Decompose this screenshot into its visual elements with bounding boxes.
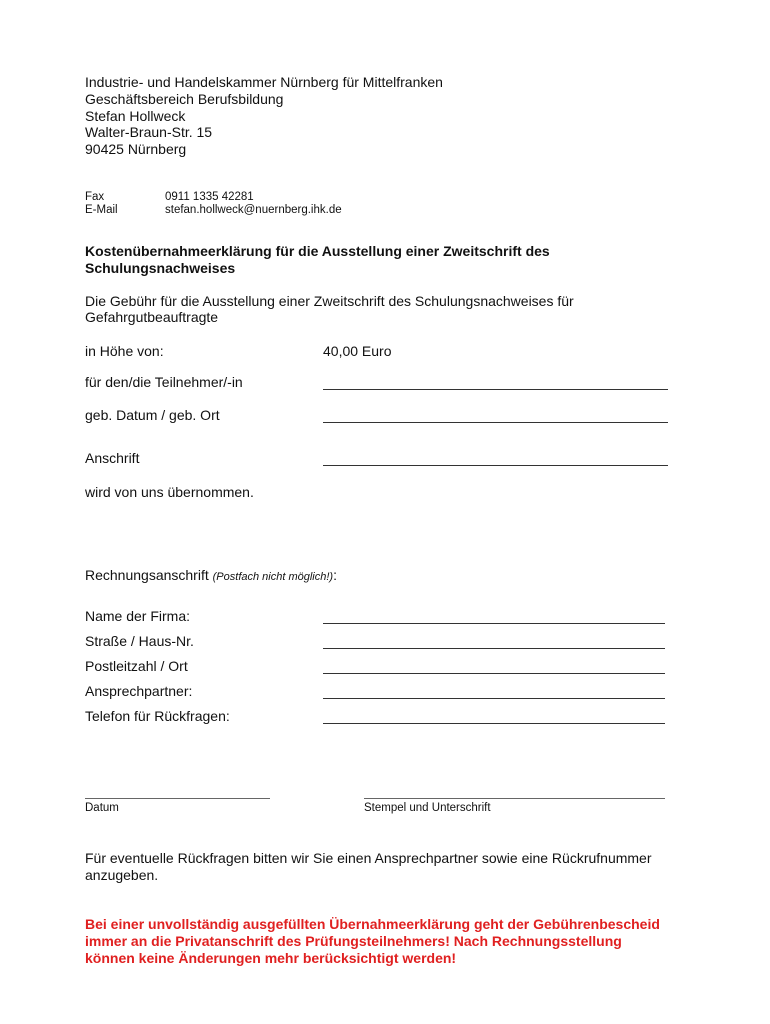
stamp-signature-label: Stempel und Unterschrift [364, 802, 491, 814]
fax-label: Fax [85, 191, 105, 203]
birth-date-place-underline [323, 422, 668, 423]
street-label: Straße / Haus-Nr. [85, 633, 194, 649]
company-name-label: Name der Firma: [85, 608, 191, 624]
billing-label: Rechnungsanschrift [85, 567, 209, 583]
date-signature-line[interactable] [85, 798, 270, 799]
warning-line-3: können keine Änderungen mehr berücksichtigt werden! [85, 950, 457, 966]
participant-name-underline [323, 389, 668, 390]
birth-date-place-label: geb. Datum / geb. Ort [85, 407, 220, 423]
sender-line-4: Walter-Braun-Str. 15 [85, 124, 213, 140]
sender-line-2: Geschäftsbereich Berufsbildung [85, 91, 284, 107]
address-underline [323, 465, 668, 466]
phone-underline [323, 723, 665, 724]
address-label: Anschrift [85, 450, 140, 466]
warning-line-2: immer an die Privatanschrift des Prüfungsteilnehmers! Nach Rechnungsstellung [85, 933, 622, 949]
postcode-city-label: Postleitzahl / Ort [85, 658, 188, 674]
date-label: Datum [85, 802, 119, 814]
email-value: stefan.hollweck@nuernberg.ihk.de [165, 204, 342, 216]
phone-label: Telefon für Rückfragen: [85, 708, 230, 724]
sender-line-3: Stefan Hollweck [85, 108, 186, 124]
contact-person-label: Ansprechpartner: [85, 683, 193, 699]
fee-label: in Höhe von: [85, 343, 164, 359]
company-name-underline [323, 623, 665, 624]
intro-line-2: Gefahrgutbeauftragte [85, 309, 219, 325]
note-line-2: anzugeben. [85, 867, 159, 883]
billing-colon: : [333, 567, 337, 583]
warning-line-1: Bei einer unvollständig ausgefüllten Übernahmeerklärung geht der Gebührenbescheid [85, 916, 660, 932]
document-title-line-2: Schulungsnachweises [85, 260, 236, 276]
participant-name-label: für den/die Teilnehmer/-in [85, 374, 243, 390]
document-title-line-1: Kostenübernahmeerklärung für die Ausstellung einer Zweitschrift des [85, 243, 550, 259]
sender-line-1: Industrie- und Handelskammer Nürnberg für Mittelfranken [85, 74, 443, 90]
stamp-signature-line[interactable] [364, 798, 665, 799]
fee-value: 40,00 Euro [323, 343, 392, 359]
billing-note: (Postfach nicht möglich!) [212, 571, 334, 583]
intro-line-1: Die Gebühr für die Ausstellung einer Zweitschrift des Schulungsnachweises für [85, 293, 574, 309]
note-line-1: Für eventuelle Rückfragen bitten wir Sie einen Ansprechpartner sowie eine Rückrufnummer [85, 850, 652, 866]
street-underline [323, 648, 665, 649]
postcode-city-underline [323, 673, 665, 674]
contact-person-underline [323, 698, 665, 699]
billing-heading [85, 567, 337, 586]
taken-over-text: wird von uns übernommen. [85, 484, 254, 500]
fax-value: 0911 1335 42281 [165, 191, 254, 203]
sender-line-5: 90425 Nürnberg [85, 141, 187, 157]
email-label: E-Mail [85, 204, 118, 216]
